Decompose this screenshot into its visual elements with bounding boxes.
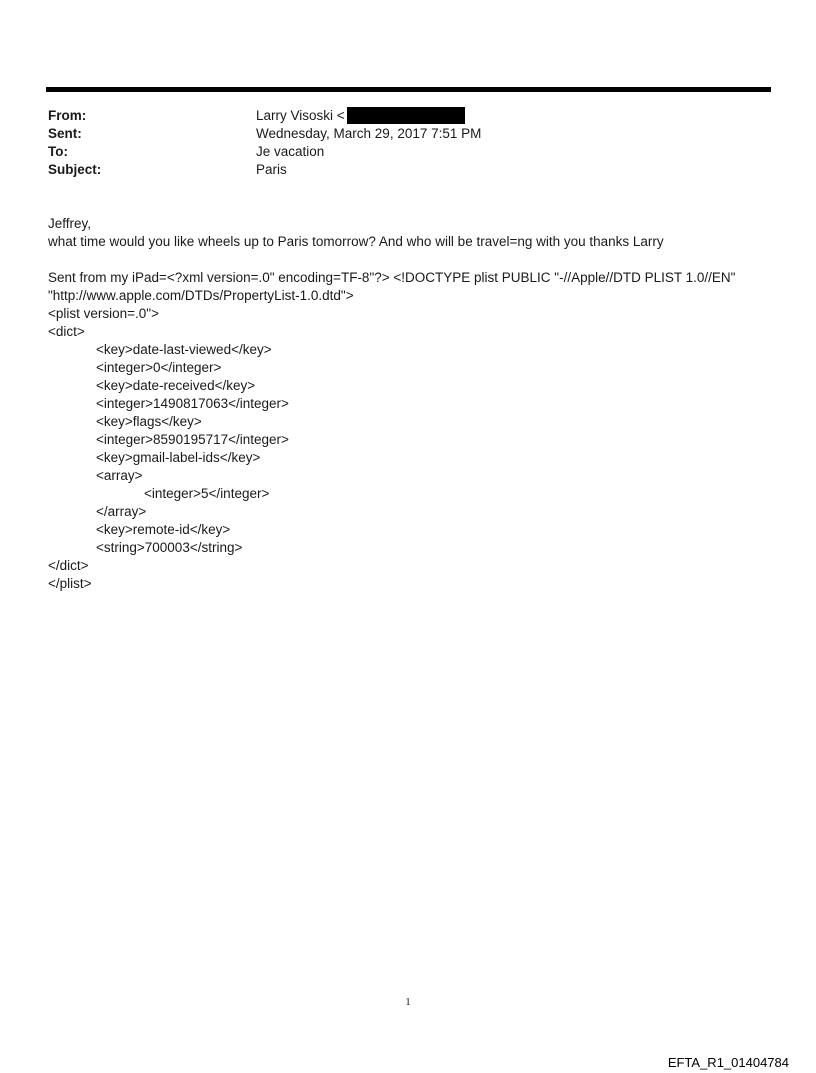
sent-label: Sent: — [48, 126, 82, 141]
plist-line: <array> — [96, 468, 143, 483]
plist-line: <integer>1490817063</integer> — [96, 396, 289, 411]
plist-line: <key>flags</key> — [96, 414, 202, 429]
document-id: EFTA_R1_01404784 — [667, 1055, 789, 1070]
plist-line: <key>remote-id</key> — [96, 522, 231, 537]
subject-value: Paris — [256, 162, 287, 177]
plist-line: <dict> — [48, 324, 85, 339]
to-label: To: — [48, 144, 68, 159]
header-divider — [46, 87, 771, 92]
from-name: Larry Visoski < — [256, 108, 345, 123]
greeting: Jeffrey, — [48, 216, 92, 231]
plist-line: <key>date-last-viewed</key> — [96, 342, 272, 357]
plist-line: </plist> — [48, 576, 92, 591]
signature-line: "http://www.apple.com/DTDs/PropertyList-1.0.dtd"> — [48, 288, 354, 303]
plist-line: <integer>5</integer> — [144, 486, 270, 501]
plist-line: <plist version=.0"> — [48, 306, 159, 321]
plist-line: </array> — [96, 504, 147, 519]
plist-line: <key>date-received</key> — [96, 378, 256, 393]
plist-line: <integer>8590195717</integer> — [96, 432, 289, 447]
signature-line: Sent from my iPad=<?xml version=.0" encoding=TF-8"?> <!DOCTYPE plist PUBLIC "-//Apple//DTD PLIST 1.0//EN" — [48, 270, 736, 285]
redaction-box — [347, 107, 465, 124]
from-value — [256, 107, 465, 125]
plist-line: <key>gmail-label-ids</key> — [96, 450, 261, 465]
plist-line: <integer>0</integer> — [96, 360, 222, 375]
subject-label: Subject: — [48, 162, 102, 177]
message-text: what time would you like wheels up to Paris tomorrow? And who will be travel=ng with you thanks Larry — [48, 234, 664, 249]
to-value: Je vacation — [256, 144, 325, 159]
sent-value: Wednesday, March 29, 2017 7:51 PM — [256, 126, 482, 141]
page-number: 1 — [405, 996, 411, 1008]
plist-line: <string>700003</string> — [96, 540, 243, 555]
plist-line: </dict> — [48, 558, 89, 573]
from-label: From: — [48, 108, 87, 123]
